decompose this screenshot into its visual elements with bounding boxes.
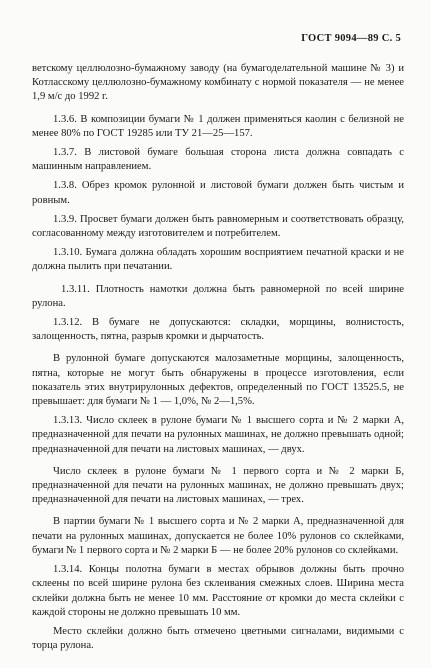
document-body (32, 62, 404, 658)
clause-1-3-12: 1.3.12. В бумаге не допускаются: складки, морщины, волнистость, залощенность, пятна, разрыв кромки и дырчатость. (32, 317, 404, 343)
clause-1-3-6: 1.3.6. В композиции бумаги № 1 должен применяться каолин с белизной не менее 80% по ГОСТ 19285 или ТУ 21—25—157. (32, 113, 404, 139)
clause-1-3-14: 1.3.14. Концы полотна бумаги в местах обрывов должны быть прочно склеены по всей ширине рулона без склеивания смежных слоев. Ширина места склейки должна быть не менее 10 мм. Расстояние от кромки до места склейки с каждой стороны не должно превышать 10 мм. (32, 564, 404, 618)
clause-1-3-10: 1.3.10. Бумага должна обладать хорошим восприятием печатной краски и не должна пылить при печатании. (32, 247, 404, 273)
paragraph-continuation: ветскому целлюлозно-бумажному заводу (на бумагоделательной машине № 3) и Котласскому целлюлозно-бумажному комбинату с нормой показателя — не менее 1,9 м/с до 1992 г. (32, 63, 404, 103)
paragraph-roll-defects: В рулонной бумаге допускаются малозаметные морщины, залощенность, пятна, которые не могут быть обнаружены в процессе изготовления, если показатель этих внутрирулонных дефектов, определенный по ГОСТ 13525.5, не превышает: для бумаги № 1 — 1,0%, № 2—1,5%. (32, 353, 404, 408)
clause-1-3-8: 1.3.8. Обрез кромок рулонной и листовой бумаги должен быть чистым и ровным. (32, 180, 404, 206)
clause-1-3-13: 1.3.13. Число склеек в рулоне бумаги № 1 высшего сорта и № 2 марки А, предназначенной для печати на рулонных машинах, не должно превышать одной; предназначенной для печати на листовых машинах, — двух. (32, 415, 404, 455)
paragraph-splice-count: Число склеек в рулоне бумаги № 1 первого сорта и № 2 марки Б, предназначенной для печати на рулонных машинах, не должно превышать двух; предназначенной для печати на листовых машинах, — трех. (32, 465, 404, 506)
clause-1-3-7: 1.3.7. В листовой бумаге большая сторона листа должна совпадать с машинным направлением. (32, 147, 404, 173)
paragraph-splice-marking: Место склейки должно быть отмечено цветными сигналами, видимыми с торца рулона. (32, 625, 404, 652)
clause-1-3-11: 1.3.11. Плотность намотки должна быть равномерной по всей ширине рулона. (32, 283, 404, 309)
clause-1-3-9: 1.3.9. Просвет бумаги должен быть равномерным и соответствовать образцу, согласованному между изготовителем и потребителем. (32, 213, 404, 240)
paragraph-batch-splices: В партии бумаги № 1 высшего сорта и № 2 марки А, предназначенной для печати на рулонных машинах, допускается не более 10% рулонов со склейками, бумаги № 1 первого сорта и № 2 марки Б — не более 20% рулонов со склейками. (32, 516, 404, 556)
page-header: ГОСТ 9094—89 С. 5 (301, 33, 401, 44)
